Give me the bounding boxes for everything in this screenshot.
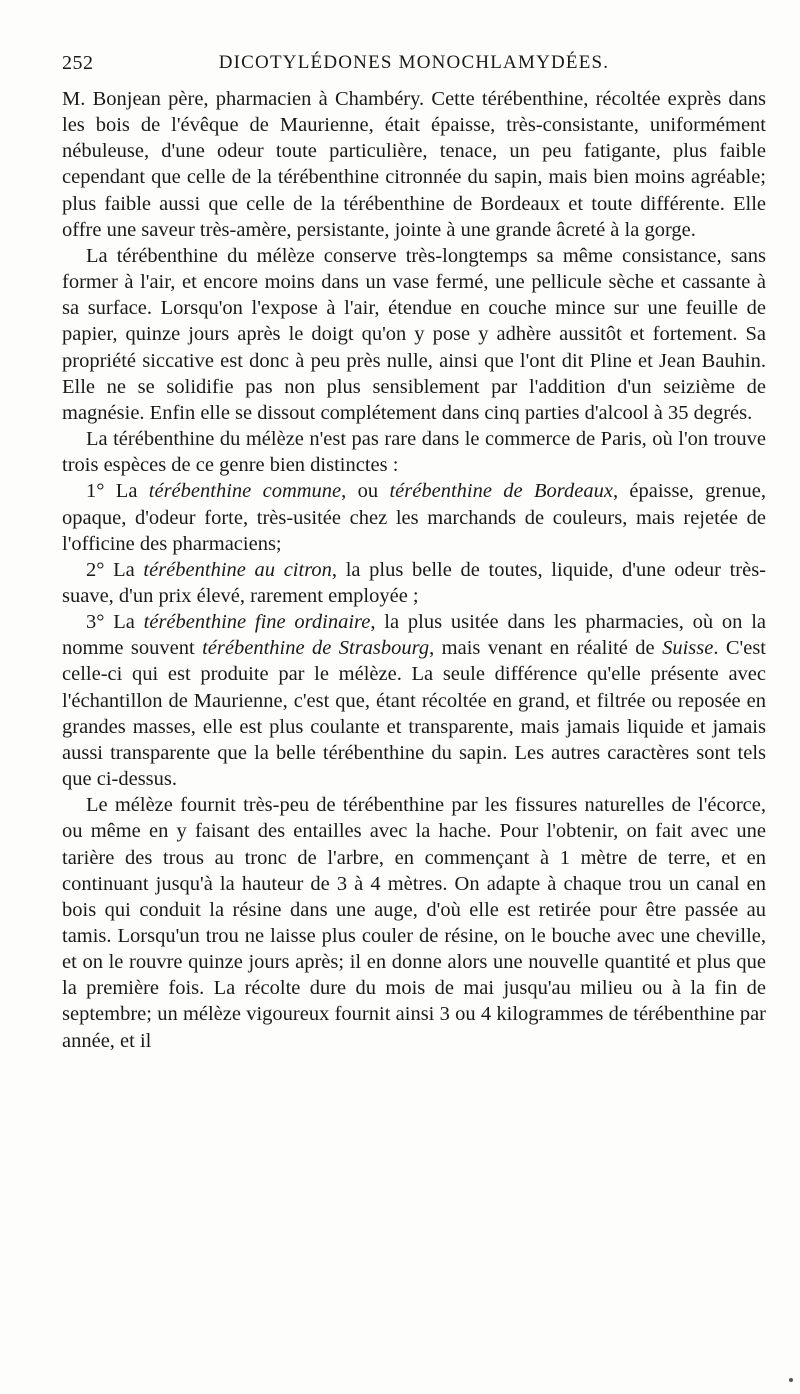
term-terebenthine-strasbourg: térébenthine de Strasbourg [202,637,430,660]
term-terebenthine-fine: térébenthine fine ordinaire [143,611,371,634]
list-item-3-text: 3° La [86,611,144,634]
list-item-3-text: , la plus usitée dans les pharmacies, où on la nomme souvent [62,611,767,660]
paragraph-continuation: M. Bonjean père, pharmacien à Chambéry. Cette térébenthine, récoltée exprès dans les bois de l'évêque de Maurienne, était épaisse, très-consistante, uniformément nébuleuse, d'une odeur toute particulière, tenace, un peu fatigante, plus faible cependant que celle de la térébenthine citronnée du sapin, mais bien moins agréable; plus faible aussi que celle de la térébenthine de Bordeaux et toute différente. Elle offre une saveur très-amère, persistante, jointe à une grande âcreté à la gorge. [62,88,766,241]
paragraph-commerce: La térébenthine du mélèze n'est pas rare dans le commerce de Paris, où l'on trouve trois espèces de ce genre bien distinctes : [62,428,766,477]
term-terebenthine-commune: térébenthine commune [148,480,342,503]
print-speck [789,1378,793,1382]
list-item-1 [62,478,766,556]
list-item-1-text: , épaisse, grenue, opaque, d'odeur forte, très-usitée chez les marchands de couleurs, mais rejetée de l'officine des pharmaciens; [62,480,766,555]
body-text [62,86,766,1386]
list-item-3 [62,609,766,792]
term-suisse: Suisse [662,637,714,660]
list-item-1-text: , ou [341,480,390,503]
page-header [62,52,766,82]
list-item-2-text: , la plus belle de toutes, liquide, d'une odeur très-suave, d'un prix élevé, rarement employée ; [62,558,767,607]
running-head: DICOTYLÉDONES MONOCHLAMYDÉES. [218,52,610,73]
list-item-1-text: 1° La [86,480,149,503]
paragraph-harvest: Le mélèze fournit très-peu de térébenthine par les fissures naturelles de l'écorce, ou même en y faisant des entailles avec la hache. Pour l'obtenir, on fait avec une tarière des trous au tronc de l'arbre, en commençant à 1 mètre de terre, et en continuant jusqu'à la hauteur de 3 à 4 mètres. On adapte à chaque trou un canal en bois qui conduit la résine dans une auge, d'où elle est retirée pour être passée au tamis. Lorsqu'un trou ne laisse plus couler de résine, on le bouche avec une cheville, et on le rouvre quinze jours après; il en donne alors une nouvelle quantité et plus que la première fois. La récolte dure du mois de mai jusqu'au milieu ou à la fin de septembre; un mélèze vigoureux fournit ainsi 3 ou 4 kilogrammes de térébenthine par année, et il [62,794,766,1052]
term-terebenthine-bordeaux: térébenthine de Bordeaux [389,480,613,503]
list-item-3-text: . C'est celle-ci qui est produite par le mélèze. La seule différence qu'elle présente avec l'échantillon de Maurienne, c'est que, étant récoltée en grand, et filtrée ou reposée en grandes masses, elle est plus coulante et transparente, mais jamais liquide et jamais aussi transparente que la belle térébenthine du sapin. Les autres caractères sont tels que ci-dessus. [62,637,766,791]
paragraph-consistency: La térébenthine du mélèze conserve très-longtemps sa même consistance, sans former à l'air, et encore moins dans un vase fermé, une pellicule sèche et cassante à sa surface. Lorsqu'on l'expose à l'air, étendue en couche mince sur une feuille de papier, quinze jours après le doigt qu'on y pose y adhère aussitôt et fortement. Sa propriété siccative est donc à peu près nulle, ainsi que l'ont dit Pline et Jean Bauhin. Elle ne se solidifie pas non plus sensiblement par l'addition d'un seizième de magnésie. Enfin elle se dissout complétement dans cinq parties d'alcool à 35 degrés. [62,244,766,424]
page-number: 252 [62,52,94,74]
term-terebenthine-citron: térébenthine au citron [143,558,332,581]
list-item-2-text: 2° La [86,558,144,581]
list-item-3-text: , mais venant en réalité de [429,637,663,660]
list-item-2 [62,557,766,609]
